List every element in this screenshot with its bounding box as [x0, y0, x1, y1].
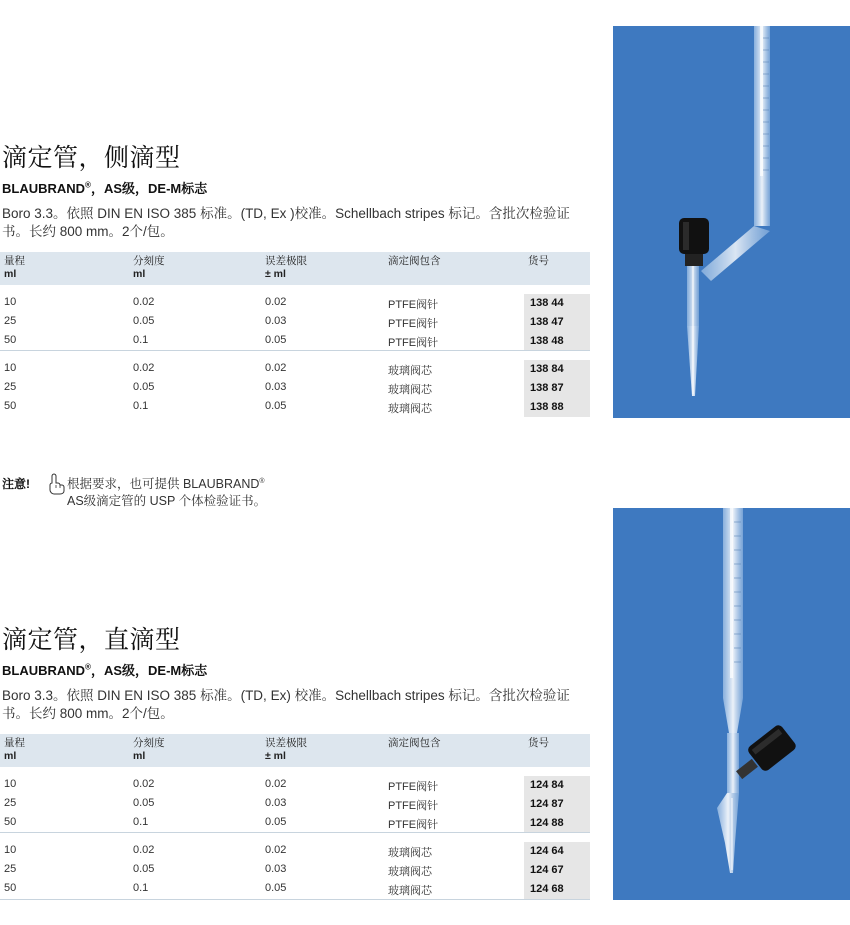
table-row: 25 0.05 0.03 玻璃阀芯 124 67 — [0, 861, 590, 880]
note-box — [2, 473, 402, 513]
cat-no-cell: 124 64 — [524, 842, 590, 861]
cat-no-cell: 138 48 — [524, 332, 590, 351]
table-header — [0, 734, 590, 767]
cat-no-cell: 124 88 — [524, 814, 590, 833]
row-group-glass — [0, 360, 590, 417]
cat-no-cell: 124 68 — [524, 880, 590, 899]
table-header — [0, 252, 590, 285]
cat-no-cell: 138 44 — [524, 294, 590, 313]
note-text: 根据要求，也可提供 BLAUBRAND® AS级滴定管的 USP 个体检验证书。 — [67, 477, 267, 509]
header-subdivision: 分刻度 ml — [133, 255, 165, 280]
cat-no-cell: 138 88 — [524, 398, 590, 417]
cat-no-cell: 124 84 — [524, 776, 590, 795]
subtitle-rest: ，AS级，DE-M标志 — [90, 663, 208, 678]
row-divider — [0, 350, 590, 351]
row-group-glass — [0, 842, 590, 899]
section-description: Boro 3.3。依照 DIN EN ISO 385 标准。(TD, Ex) 校准。Schellbach stripes 标记。含批次检验证书。长约 800 mm。2个/包。 — [2, 688, 570, 721]
table-row: 50 0.1 0.05 PTFE阀针 138 48 — [0, 332, 590, 351]
table-bottom-divider — [0, 899, 590, 900]
header-stopcock: 滴定阀包含 — [388, 737, 441, 749]
table-row: 10 0.02 0.02 PTFE阀针 138 44 — [0, 294, 590, 313]
section-subtitle — [2, 660, 207, 679]
header-subdivision: 分刻度 ml — [133, 737, 165, 762]
header-cat-no: 货号 — [528, 737, 549, 749]
table-row: 50 0.1 0.05 PTFE阀针 124 88 — [0, 814, 590, 833]
table-row: 25 0.05 0.03 PTFE阀针 124 87 — [0, 795, 590, 814]
registered-mark: ® — [85, 180, 91, 190]
burette-straight-illustration — [613, 508, 850, 900]
product-photo-straight-burette — [613, 508, 850, 900]
cat-no-cell: 124 87 — [524, 795, 590, 814]
table-row: 50 0.1 0.05 玻璃阀芯 138 88 — [0, 398, 590, 417]
burette-side-illustration — [613, 26, 850, 418]
spec-table — [0, 252, 590, 415]
brand-name: BLAUBRAND — [2, 181, 86, 196]
table-row: 25 0.05 0.03 PTFE阀针 138 47 — [0, 313, 590, 332]
header-capacity: 量程 ml — [4, 737, 25, 762]
table-row: 50 0.1 0.05 玻璃阀芯 124 68 — [0, 880, 590, 899]
header-capacity: 量程 ml — [4, 255, 25, 280]
subtitle-rest: ，AS级，DE-M标志 — [90, 181, 208, 196]
row-divider — [0, 832, 590, 833]
row-group-ptfe — [0, 776, 590, 833]
section-subtitle — [2, 178, 207, 197]
product-photo-side-burette — [613, 26, 850, 418]
header-stopcock: 滴定阀包含 — [388, 255, 441, 267]
table-row: 10 0.02 0.02 玻璃阀芯 124 64 — [0, 842, 590, 861]
section-description: Boro 3.3。依照 DIN EN ISO 385 标准。(TD, Ex )校准。Schellbach stripes 标记。含批次检验证书。长约 800 mm。2个/包。 — [2, 206, 570, 239]
header-tolerance: 误差极限 ± ml — [265, 255, 307, 280]
cat-no-cell: 138 84 — [524, 360, 590, 379]
section-title: 滴定管，直滴型 — [2, 626, 181, 654]
table-row: 25 0.05 0.03 玻璃阀芯 138 87 — [0, 379, 590, 398]
brand-name: BLAUBRAND — [2, 663, 86, 678]
section-title: 滴定管，侧滴型 — [2, 144, 181, 172]
spec-table — [0, 734, 590, 897]
pointing-hand-icon — [47, 473, 65, 495]
header-tolerance: 误差极限 ± ml — [265, 737, 307, 762]
header-cat-no: 货号 — [528, 255, 549, 267]
cat-no-cell: 124 67 — [524, 861, 590, 880]
cat-no-cell: 138 87 — [524, 379, 590, 398]
note-label: 注意! — [2, 477, 30, 491]
table-row: 10 0.02 0.02 玻璃阀芯 138 84 — [0, 360, 590, 379]
cat-no-cell: 138 47 — [524, 313, 590, 332]
registered-mark: ® — [85, 662, 91, 672]
row-group-ptfe — [0, 294, 590, 351]
table-row: 10 0.02 0.02 PTFE阀针 124 84 — [0, 776, 590, 795]
